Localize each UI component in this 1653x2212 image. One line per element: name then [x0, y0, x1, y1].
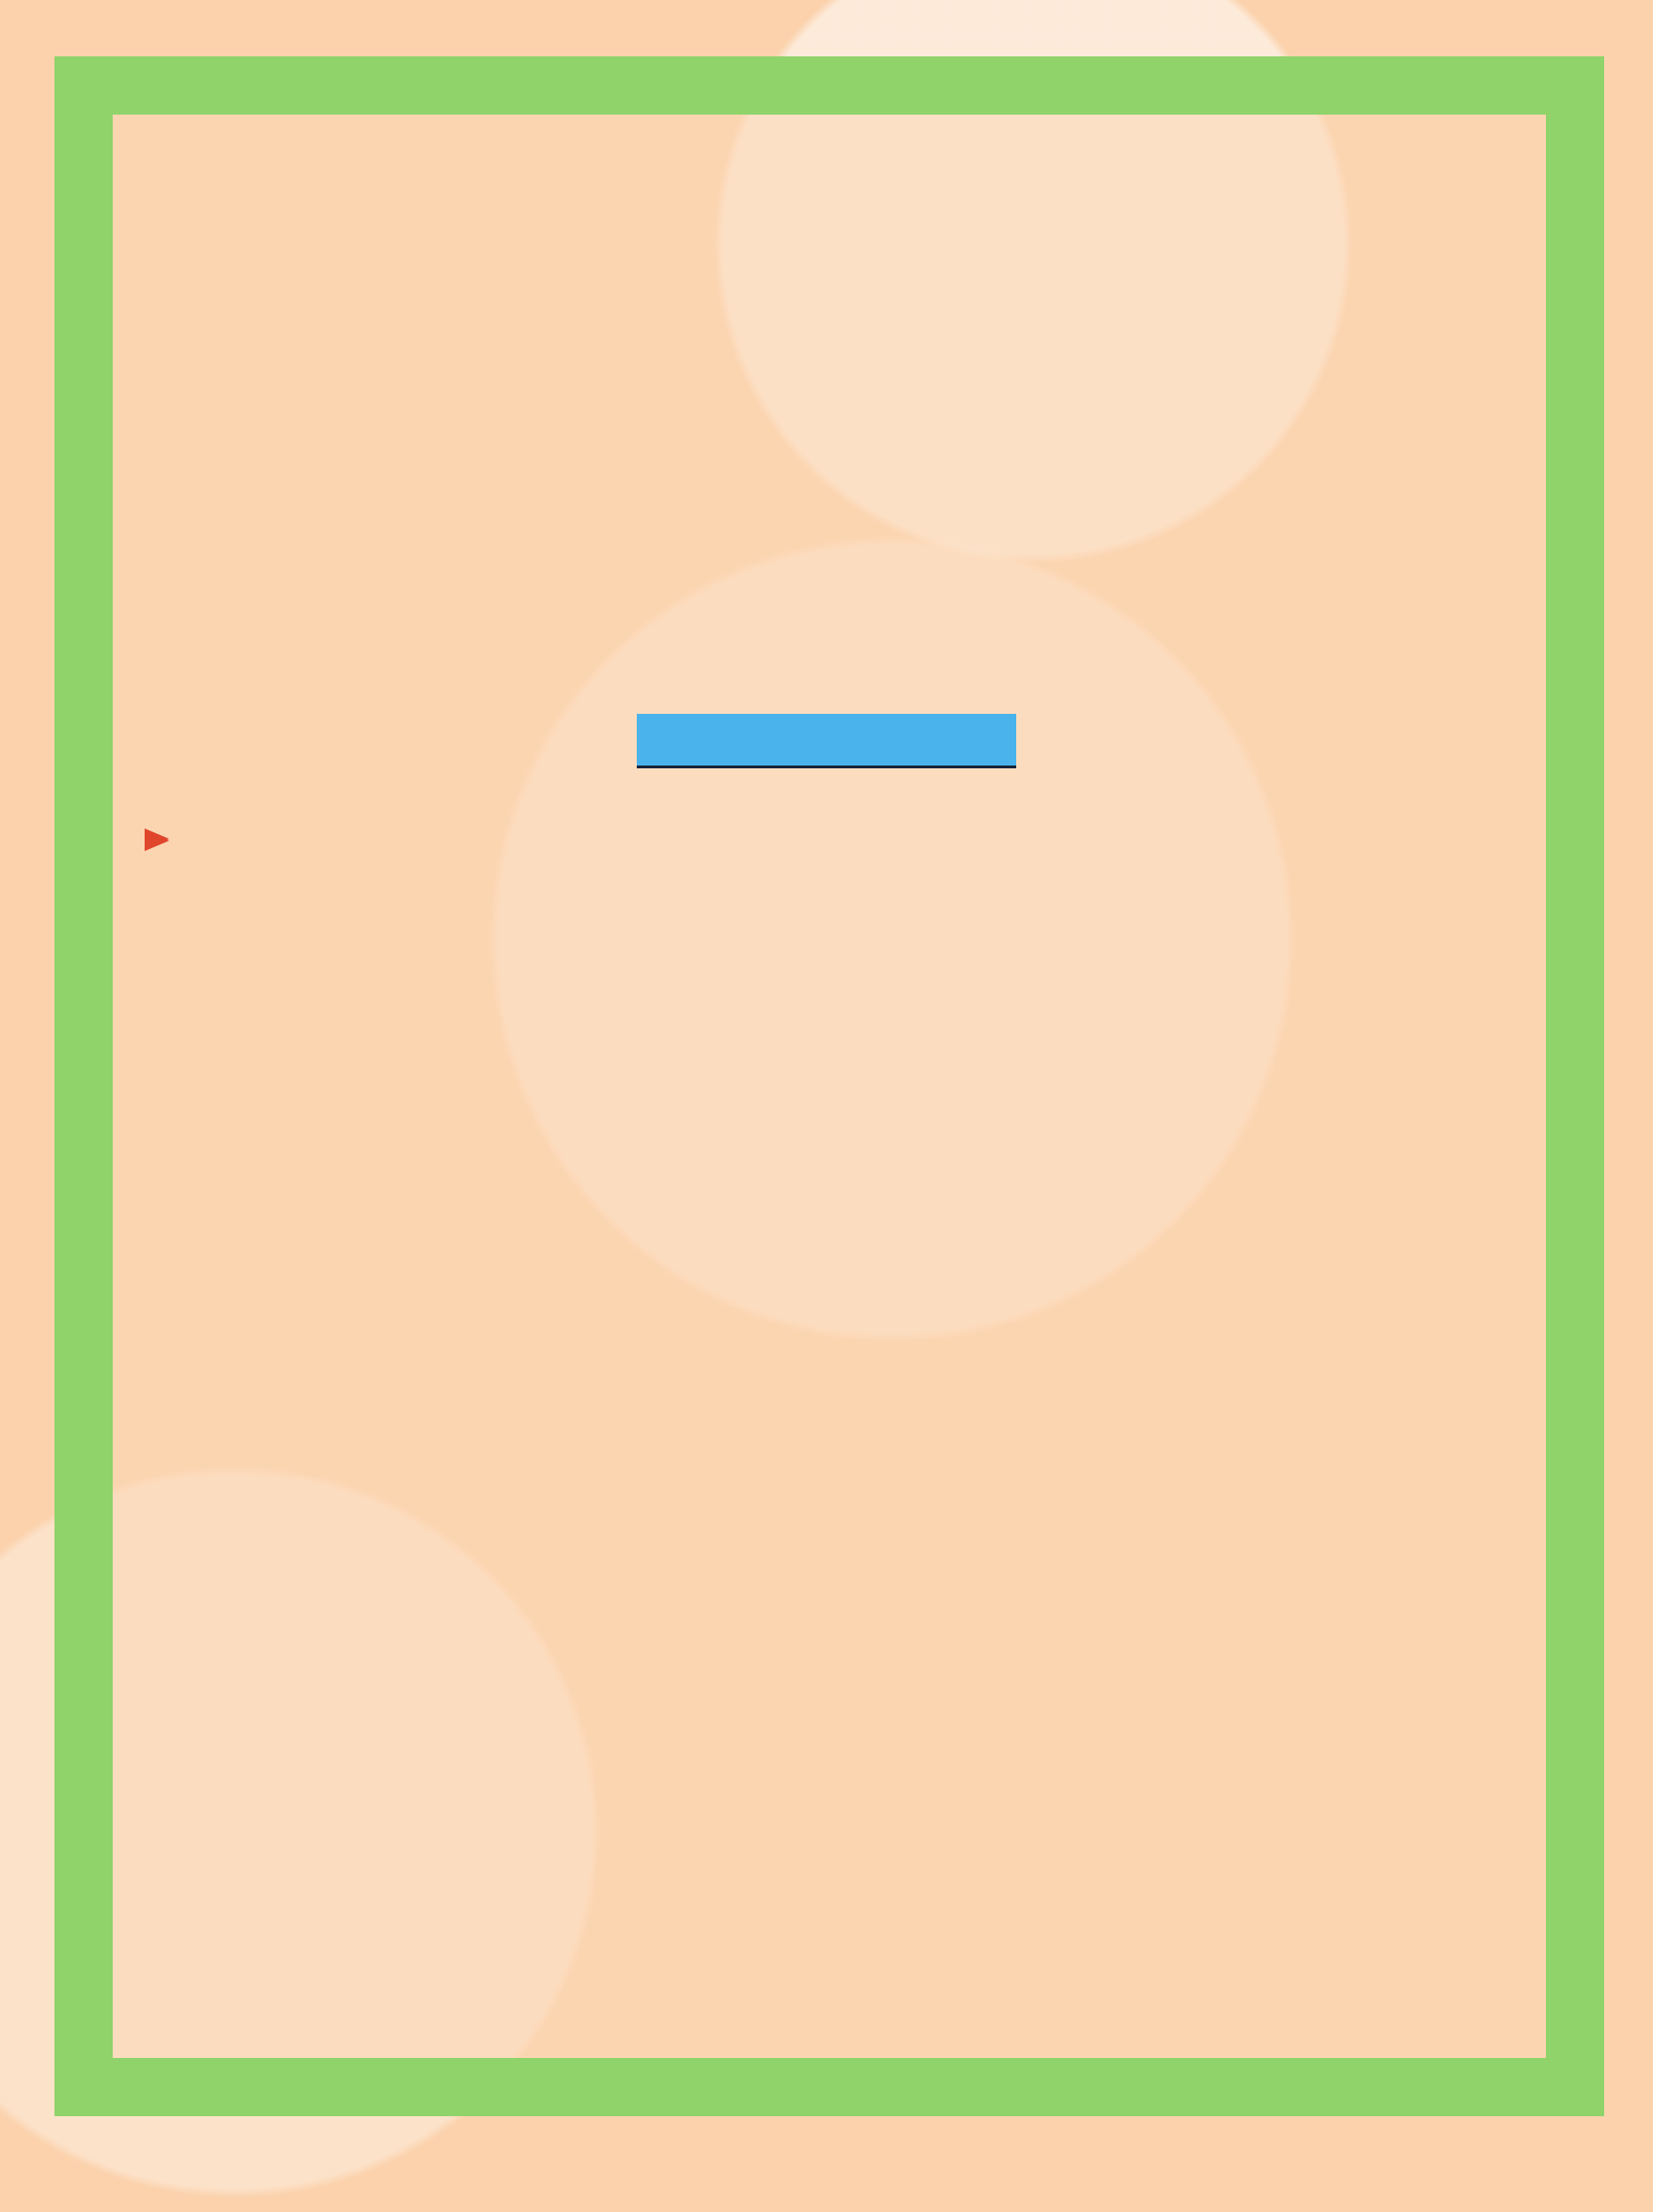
- instruction-list: [143, 815, 1514, 817]
- lesson-page: [113, 115, 1546, 2058]
- arrow-bullet-icon: [145, 830, 169, 851]
- lesson-title: [637, 714, 1016, 768]
